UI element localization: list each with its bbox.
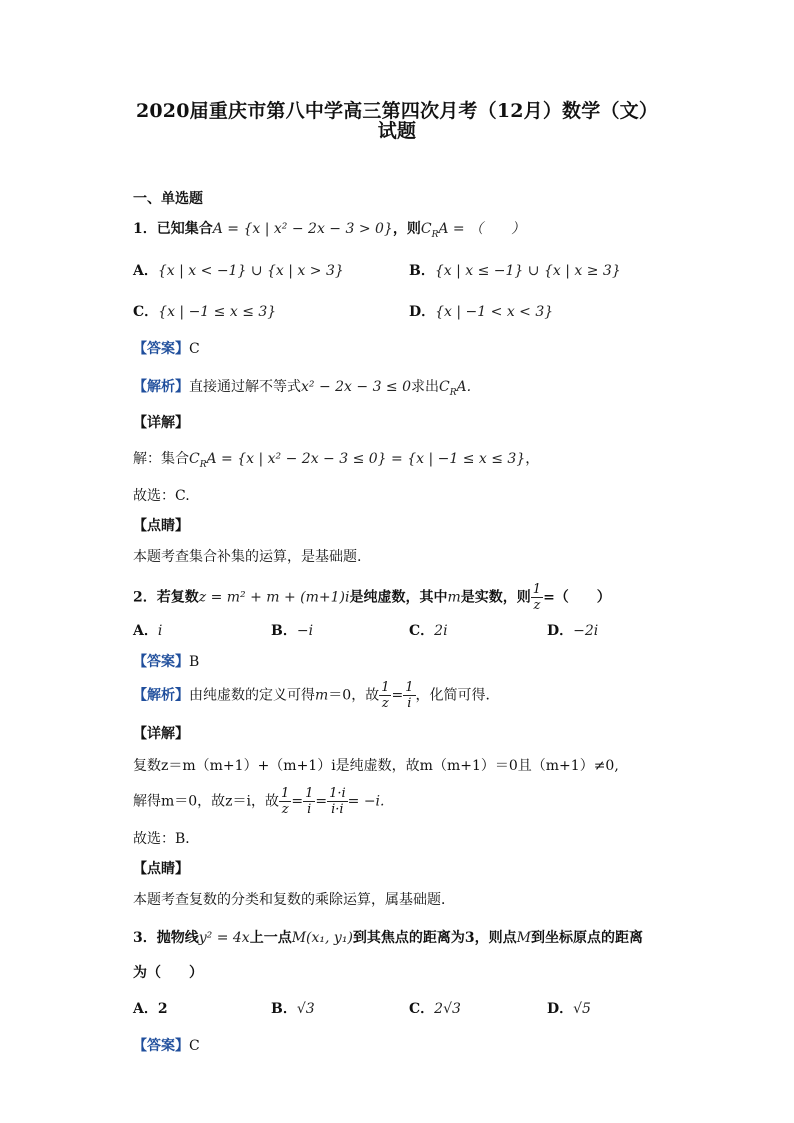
option-letter: B． (409, 263, 435, 279)
q1-comment-label: 【点睛】 (133, 518, 189, 534)
option-letter: D． (547, 1001, 574, 1017)
q2-detail-line2 (133, 786, 384, 817)
q1-answer (133, 338, 200, 358)
analysis-text: ＝0，故 (328, 687, 380, 704)
q3-stem-math: M (516, 930, 532, 946)
answer-value: C (189, 341, 200, 357)
fraction-numerator: 1 (281, 786, 290, 801)
fraction-denominator: i·i (331, 802, 344, 817)
analysis-text: 求出 (411, 379, 440, 395)
answer-value: B (189, 654, 200, 670)
option-text: −i (296, 623, 314, 639)
q1-choose: 故选：C. (133, 488, 190, 504)
q2-stem-math: z = m² + m + (m+1)i (198, 589, 350, 606)
option-text: {x | −1 < x < 3} (435, 304, 554, 320)
option-text: {x | −1 ≤ x ≤ 3} (158, 304, 277, 320)
detail-math: C (189, 451, 200, 467)
answer-label: 【答案】 (133, 1038, 189, 1054)
q2-detail-label: 【详解】 (133, 726, 189, 742)
section-heading: 一、单选题 (133, 191, 203, 207)
option-text: −2i (573, 623, 599, 639)
q2-stem-fraction (531, 582, 543, 613)
q2-stem-text: 是纯虚数，其中 (349, 589, 448, 606)
page-title-line1: 2020届重庆市第八中学高三第四次月考（12月）数学（文） (135, 100, 659, 122)
fraction-denominator: i (307, 802, 312, 817)
detail-text: ， (525, 451, 540, 467)
option-text: √3 (296, 1001, 315, 1017)
q2-stem-text: 2．若复数 (133, 589, 199, 606)
detail-fraction (303, 786, 315, 817)
detail-text: 解得m＝0，故z＝i，故 (133, 793, 280, 810)
analysis-math: m (315, 687, 329, 704)
fraction-numerator: 1·i (329, 786, 346, 801)
detail-math: = −i. (347, 793, 385, 810)
q1-option-b (409, 260, 621, 280)
q2-choose: 故选：B． (133, 831, 200, 847)
q2-option-c (409, 620, 448, 640)
fraction-numerator: 1 (532, 582, 542, 597)
option-text: 2 (157, 1001, 168, 1017)
q2-analysis (133, 680, 500, 711)
q2-answer (133, 651, 199, 671)
analysis-text: ，化简可得． (415, 687, 500, 704)
option-letter: B． (271, 1001, 297, 1017)
q2-comment-label: 【点睛】 (133, 861, 189, 877)
q3-stem-text: 3．抛物线 (133, 930, 199, 946)
q3-option-b (271, 998, 315, 1018)
answer-label: 【答案】 (133, 341, 189, 357)
option-text: 2√3 (434, 1001, 461, 1017)
q1-option-c (133, 301, 276, 321)
q3-stem-text: 到坐标原点的距离 (531, 930, 644, 946)
detail-sub: R (199, 459, 207, 470)
detail-math: = (315, 793, 328, 810)
q1-stem-math: A = {x | x² − 2x − 3 > 0} (212, 221, 393, 237)
analysis-math: C (439, 379, 450, 395)
fraction-denominator: z (533, 598, 541, 613)
option-text: √5 (573, 1001, 591, 1017)
analysis-sub: R (449, 387, 457, 398)
analysis-text: 直接通过解不等式 (189, 379, 301, 395)
q1-stem-math3: A = （ ） (438, 221, 526, 237)
answer-value: C (189, 1038, 200, 1054)
q3-option-d (547, 998, 591, 1018)
option-letter: A． (133, 263, 158, 279)
q2-detail-line1: 复数z＝m（m+1）+（m+1）i是纯虚数，故m（m+1）＝0且（m+1）≠0, (133, 758, 619, 774)
q1-option-a (133, 260, 344, 280)
q1-stem-math2: C (420, 221, 432, 237)
fraction-denominator: i (407, 696, 412, 711)
q2-stem (133, 582, 611, 613)
q2-option-b (271, 620, 313, 640)
q1-comment: 本题考查集合补集的运算，是基础题. (133, 549, 362, 565)
option-letter: B． (271, 623, 297, 639)
q2-stem-text: =（ ） (543, 589, 611, 606)
detail-fraction (327, 786, 348, 817)
q1-analysis (133, 376, 471, 398)
q3-option-c (409, 998, 461, 1018)
fraction-denominator: z (381, 696, 389, 711)
analysis-math: x² − 2x − 3 ≤ 0 (301, 379, 412, 395)
q1-detail (133, 448, 539, 470)
option-letter: A． (133, 1001, 158, 1017)
q2-option-d (547, 620, 598, 640)
q2-stem-math: m (447, 589, 461, 606)
q2-stem-text: 是实数，则 (460, 589, 531, 606)
q3-stem-line2: 为（ ） (133, 965, 203, 981)
fraction-numerator: 1 (405, 680, 414, 695)
option-text: {x | x ≤ −1} ∪ {x | x ≥ 3} (434, 263, 621, 279)
q3-stem-math: y² = 4x (198, 930, 250, 946)
option-letter: D． (409, 304, 436, 320)
analysis-label: 【解析】 (133, 379, 189, 395)
fraction-denominator: z (281, 802, 289, 817)
q2-comment: 本题考查复数的分类和复数的乘除运算，属基础题． (133, 892, 455, 908)
q3-answer (133, 1035, 200, 1055)
option-text: {x | x < −1} ∪ {x | x > 3} (157, 263, 344, 279)
q2-option-a (133, 620, 162, 640)
analysis-label: 【解析】 (133, 687, 189, 704)
option-text: 2i (434, 623, 448, 639)
answer-label: 【答案】 (133, 654, 189, 670)
detail-text: 解：集合 (133, 451, 189, 467)
page-title-line2: 试题 (377, 120, 417, 142)
analysis-text: 由纯虚数的定义可得 (189, 687, 315, 704)
analysis-fraction (379, 680, 391, 711)
detail-math: = (291, 793, 304, 810)
q1-option-d (409, 301, 553, 321)
option-letter: C． (409, 623, 435, 639)
q3-stem-text: 上一点 (249, 930, 292, 946)
q1-stem (133, 218, 525, 240)
q3-stem-math: M(x₁, y₁) (291, 930, 353, 946)
analysis-math: = (391, 687, 404, 704)
q3-option-a (133, 998, 168, 1018)
option-text: i (157, 623, 163, 639)
detail-math: A = {x | x² − 2x − 3 ≤ 0} = {x | −1 ≤ x ≤ 3} (206, 451, 526, 467)
detail-fraction (279, 786, 291, 817)
fraction-numerator: 1 (305, 786, 314, 801)
q1-stem-text-b: ，则 (392, 221, 421, 237)
q1-detail-label: 【详解】 (133, 415, 189, 431)
analysis-fraction (403, 680, 415, 711)
q1-stem-text-a: 1．已知集合 (133, 221, 213, 237)
q3-stem-line1 (133, 927, 643, 947)
option-letter: D． (547, 623, 574, 639)
option-letter: C． (409, 1001, 435, 1017)
option-letter: C． (133, 304, 159, 320)
q3-stem-text: 到其焦点的距离为3，则点 (352, 930, 517, 946)
analysis-math: A. (456, 379, 472, 395)
option-letter: A． (133, 623, 158, 639)
fraction-numerator: 1 (381, 680, 390, 695)
q1-stem-sub: R (431, 229, 439, 240)
